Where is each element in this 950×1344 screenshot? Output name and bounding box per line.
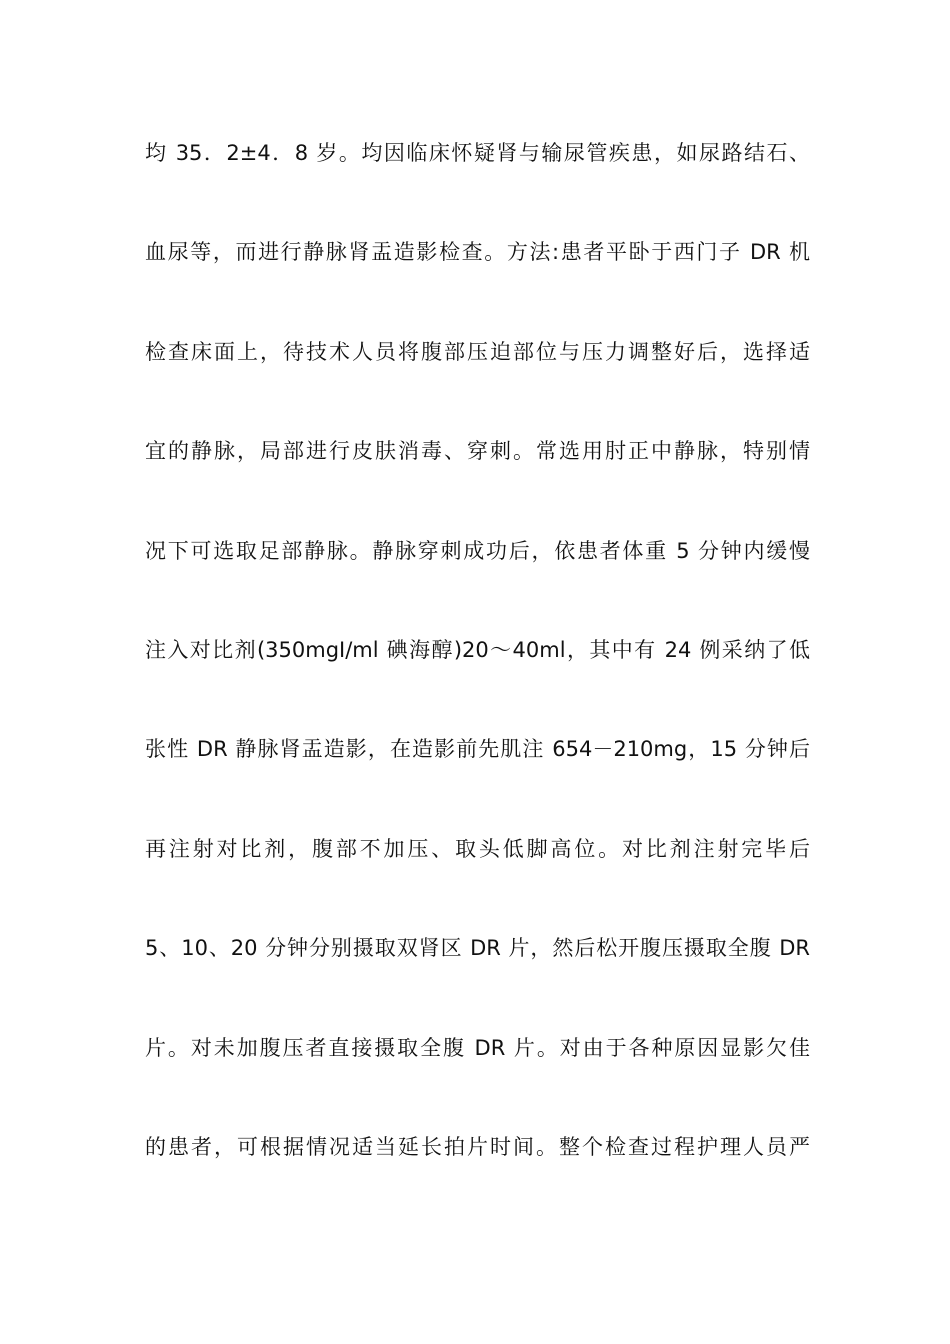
text-line: 张性 DR 静脉肾盂造影，在造影前先肌注 654－210mg，15 分钟后 [145, 737, 810, 762]
text-line: 宜的静脉，局部进行皮肤消毒、穿刺。常选用肘正中静脉，特别情 [145, 439, 810, 464]
text-line: 再注射对比剂，腹部不加压、取头低脚高位。对比剂注射完毕后 [145, 836, 810, 861]
body-text [145, 128, 810, 1221]
text-line: 注入对比剂(350mgI/ml 碘海醇)20～40ml，其中有 24 例采纳了低 [145, 637, 810, 662]
text-line: 均 35．2±4．8 岁。均因临床怀疑肾与输尿管疾患，如尿路结石、 [145, 141, 810, 165]
text-line: 的患者，可根据情况适当延长拍片时间。整个检查过程护理人员严 [145, 1134, 810, 1159]
text-line: 况下可选取足部静脉。静脉穿刺成功后，依患者体重 5 分钟内缓慢 [145, 538, 810, 563]
text-line: 片。对未加腹压者直接摄取全腹 DR 片。对由于各种原因显影欠佳 [145, 1035, 810, 1060]
text-line: 检查床面上，待技术人员将腹部压迫部位与压力调整好后，选择适 [145, 339, 810, 364]
text-line: 5、10、20 分钟分别摄取双肾区 DR 片，然后松开腹压摄取全腹 DR [145, 936, 810, 961]
text-line: 血尿等，而进行静脉肾盂造影检查。方法:患者平卧于西门子 DR 机 [145, 240, 810, 265]
